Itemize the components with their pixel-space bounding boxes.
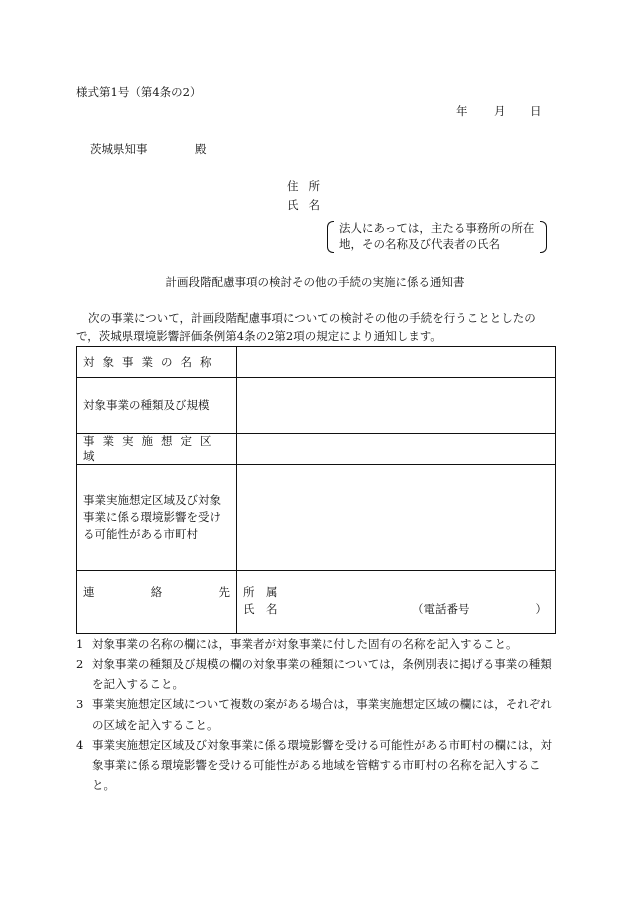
date-day: 日 xyxy=(530,104,542,118)
table-row xyxy=(77,434,556,465)
note-text: 事業実施想定区域について複数の案がある場合は，事業実施想定区域の欄には，それぞれの区域を記入すること。 xyxy=(92,697,552,732)
contact-name-label: 氏 名 xyxy=(243,602,278,616)
note-item xyxy=(76,735,556,795)
intro-paragraph xyxy=(76,309,556,346)
name-label: 氏名 xyxy=(287,198,330,212)
form-number: 様式第1号（第4条の2） xyxy=(76,85,202,99)
municipalities-field[interactable] xyxy=(237,465,556,571)
intro-line1: 次の事業について，計画段階配慮事項についての検討その他の手続を行うこととしたの xyxy=(88,311,536,325)
table-row xyxy=(77,571,556,634)
date-month: 月 xyxy=(494,104,506,118)
note-number: 1 xyxy=(76,637,84,651)
notes xyxy=(76,634,556,795)
phone-label: （電話番号 xyxy=(412,602,470,616)
row-label-municipalities: 事業実施想定区域及び対象事業に係る環境影響を受ける可能性がある市町村 xyxy=(77,465,237,571)
phone-close: ） xyxy=(535,602,547,616)
address-label: 住所 xyxy=(287,179,330,193)
table-row xyxy=(77,465,556,571)
contact-field[interactable] xyxy=(237,571,556,634)
type-scale-field[interactable] xyxy=(237,378,556,434)
note-number: 3 xyxy=(76,697,84,712)
date-line xyxy=(0,104,630,120)
addressee xyxy=(90,142,207,157)
row-label-type-scale: 対象事業の種類及び規模 xyxy=(77,378,237,434)
contact-label-char: 先 xyxy=(218,585,230,599)
area-field[interactable] xyxy=(237,434,556,465)
note-number: 2 xyxy=(76,657,84,672)
note-text: 対象事業の名称の欄には，事業者が対象事業に付した固有の名称を記入すること。 xyxy=(92,637,518,651)
row-label-project-name: 対象事業の名称 xyxy=(77,347,237,378)
contact-label-char: 絡 xyxy=(150,585,163,599)
note-item xyxy=(76,654,556,694)
corporate-note-line2: 地，その名称及び代表者の氏名 xyxy=(339,236,500,251)
contact-label-char: 連 xyxy=(83,585,95,599)
date-year: 年 xyxy=(456,104,468,118)
addressee-honorific: 殿 xyxy=(195,142,207,156)
row-label-area: 事業実施想定区域 xyxy=(77,434,237,465)
note-text: 事業実施想定区域及び対象事業に係る環境影響を受ける可能性がある市町村の欄には，対象事業に係る環境影響を受ける可能性がある地域を管轄する市町村の名称を記入すること。 xyxy=(92,737,552,792)
corporate-note-text xyxy=(339,221,534,252)
bracket-left xyxy=(327,221,334,253)
note-item xyxy=(76,634,556,654)
bracket-right xyxy=(540,221,547,253)
corporate-note-line1: 法人にあっては，主たる事務所の所在 xyxy=(339,221,535,235)
note-text: 対象事業の種類及び規模の欄の対象事業の種類については，条例別表に掲げる事業の種類を記入すること。 xyxy=(92,657,552,692)
affiliation-label: 所 属 xyxy=(243,585,278,599)
document-title: 計画段階配慮事項の検討その他の手続の実施に係る通知書 xyxy=(165,275,465,289)
table-row xyxy=(77,378,556,434)
note-number: 4 xyxy=(76,737,84,752)
notification-table xyxy=(76,346,556,634)
intro-line2: で，茨城県環境影響評価条例第4条の2第2項の規定により通知します。 xyxy=(76,329,442,344)
corporate-note xyxy=(327,221,547,253)
table-row xyxy=(77,347,556,378)
note-item xyxy=(76,694,556,734)
project-name-field[interactable] xyxy=(237,347,556,378)
addressee-name: 茨城県知事 xyxy=(90,142,148,156)
row-label-contact xyxy=(77,571,237,634)
